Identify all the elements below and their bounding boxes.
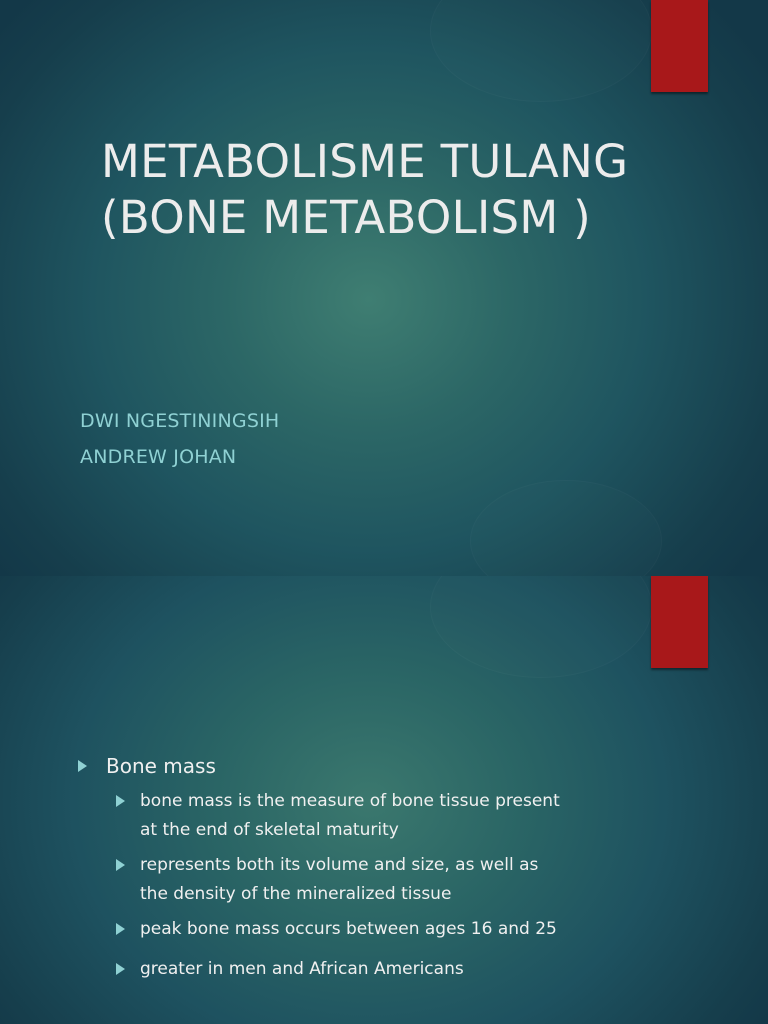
slide-title-line: METABOLISME TULANG xyxy=(101,135,629,188)
background-circle xyxy=(430,576,652,678)
bullet-text: Bone mass xyxy=(106,754,216,778)
sub-bullet-line: bone mass is the measure of bone tissue present xyxy=(140,791,560,811)
background-circle xyxy=(470,480,662,576)
content-slide xyxy=(0,576,768,1024)
sub-bullet-line: represents both its volume and size, as well as xyxy=(140,855,539,875)
sub-bullet-text xyxy=(140,955,464,984)
sub-bullet-line: the density of the mineralized tissue xyxy=(140,884,452,904)
sub-bullet-item xyxy=(116,955,464,984)
sub-bullet-text xyxy=(140,787,560,845)
sub-bullet-line: at the end of skeletal maturity xyxy=(140,820,399,840)
bullet-arrow-icon xyxy=(116,963,125,975)
sub-bullet-item xyxy=(116,915,557,944)
bullet-arrow-icon xyxy=(116,859,125,871)
bullet-item xyxy=(78,752,216,780)
author-name: ANDREW JOHAN xyxy=(80,446,237,468)
slide-authors xyxy=(80,403,279,475)
bullet-arrow-icon xyxy=(116,923,125,935)
accent-bar xyxy=(651,576,708,668)
slide-title-line: (BONE METABOLISM ) xyxy=(101,191,591,244)
sub-bullet-text xyxy=(140,915,557,944)
slide-title xyxy=(101,134,681,246)
accent-bar xyxy=(651,0,708,92)
author-name: DWI NGESTININGSIH xyxy=(80,410,280,432)
sub-bullet-text xyxy=(140,851,538,909)
sub-bullet-item xyxy=(116,851,538,909)
sub-bullet-line: peak bone mass occurs between ages 16 and 25 xyxy=(140,919,557,939)
bullet-arrow-icon xyxy=(116,795,125,807)
background-circle xyxy=(430,0,652,102)
sub-bullet-line: greater in men and African Americans xyxy=(140,959,464,979)
bullet-arrow-icon xyxy=(78,760,87,772)
sub-bullet-item xyxy=(116,787,560,845)
